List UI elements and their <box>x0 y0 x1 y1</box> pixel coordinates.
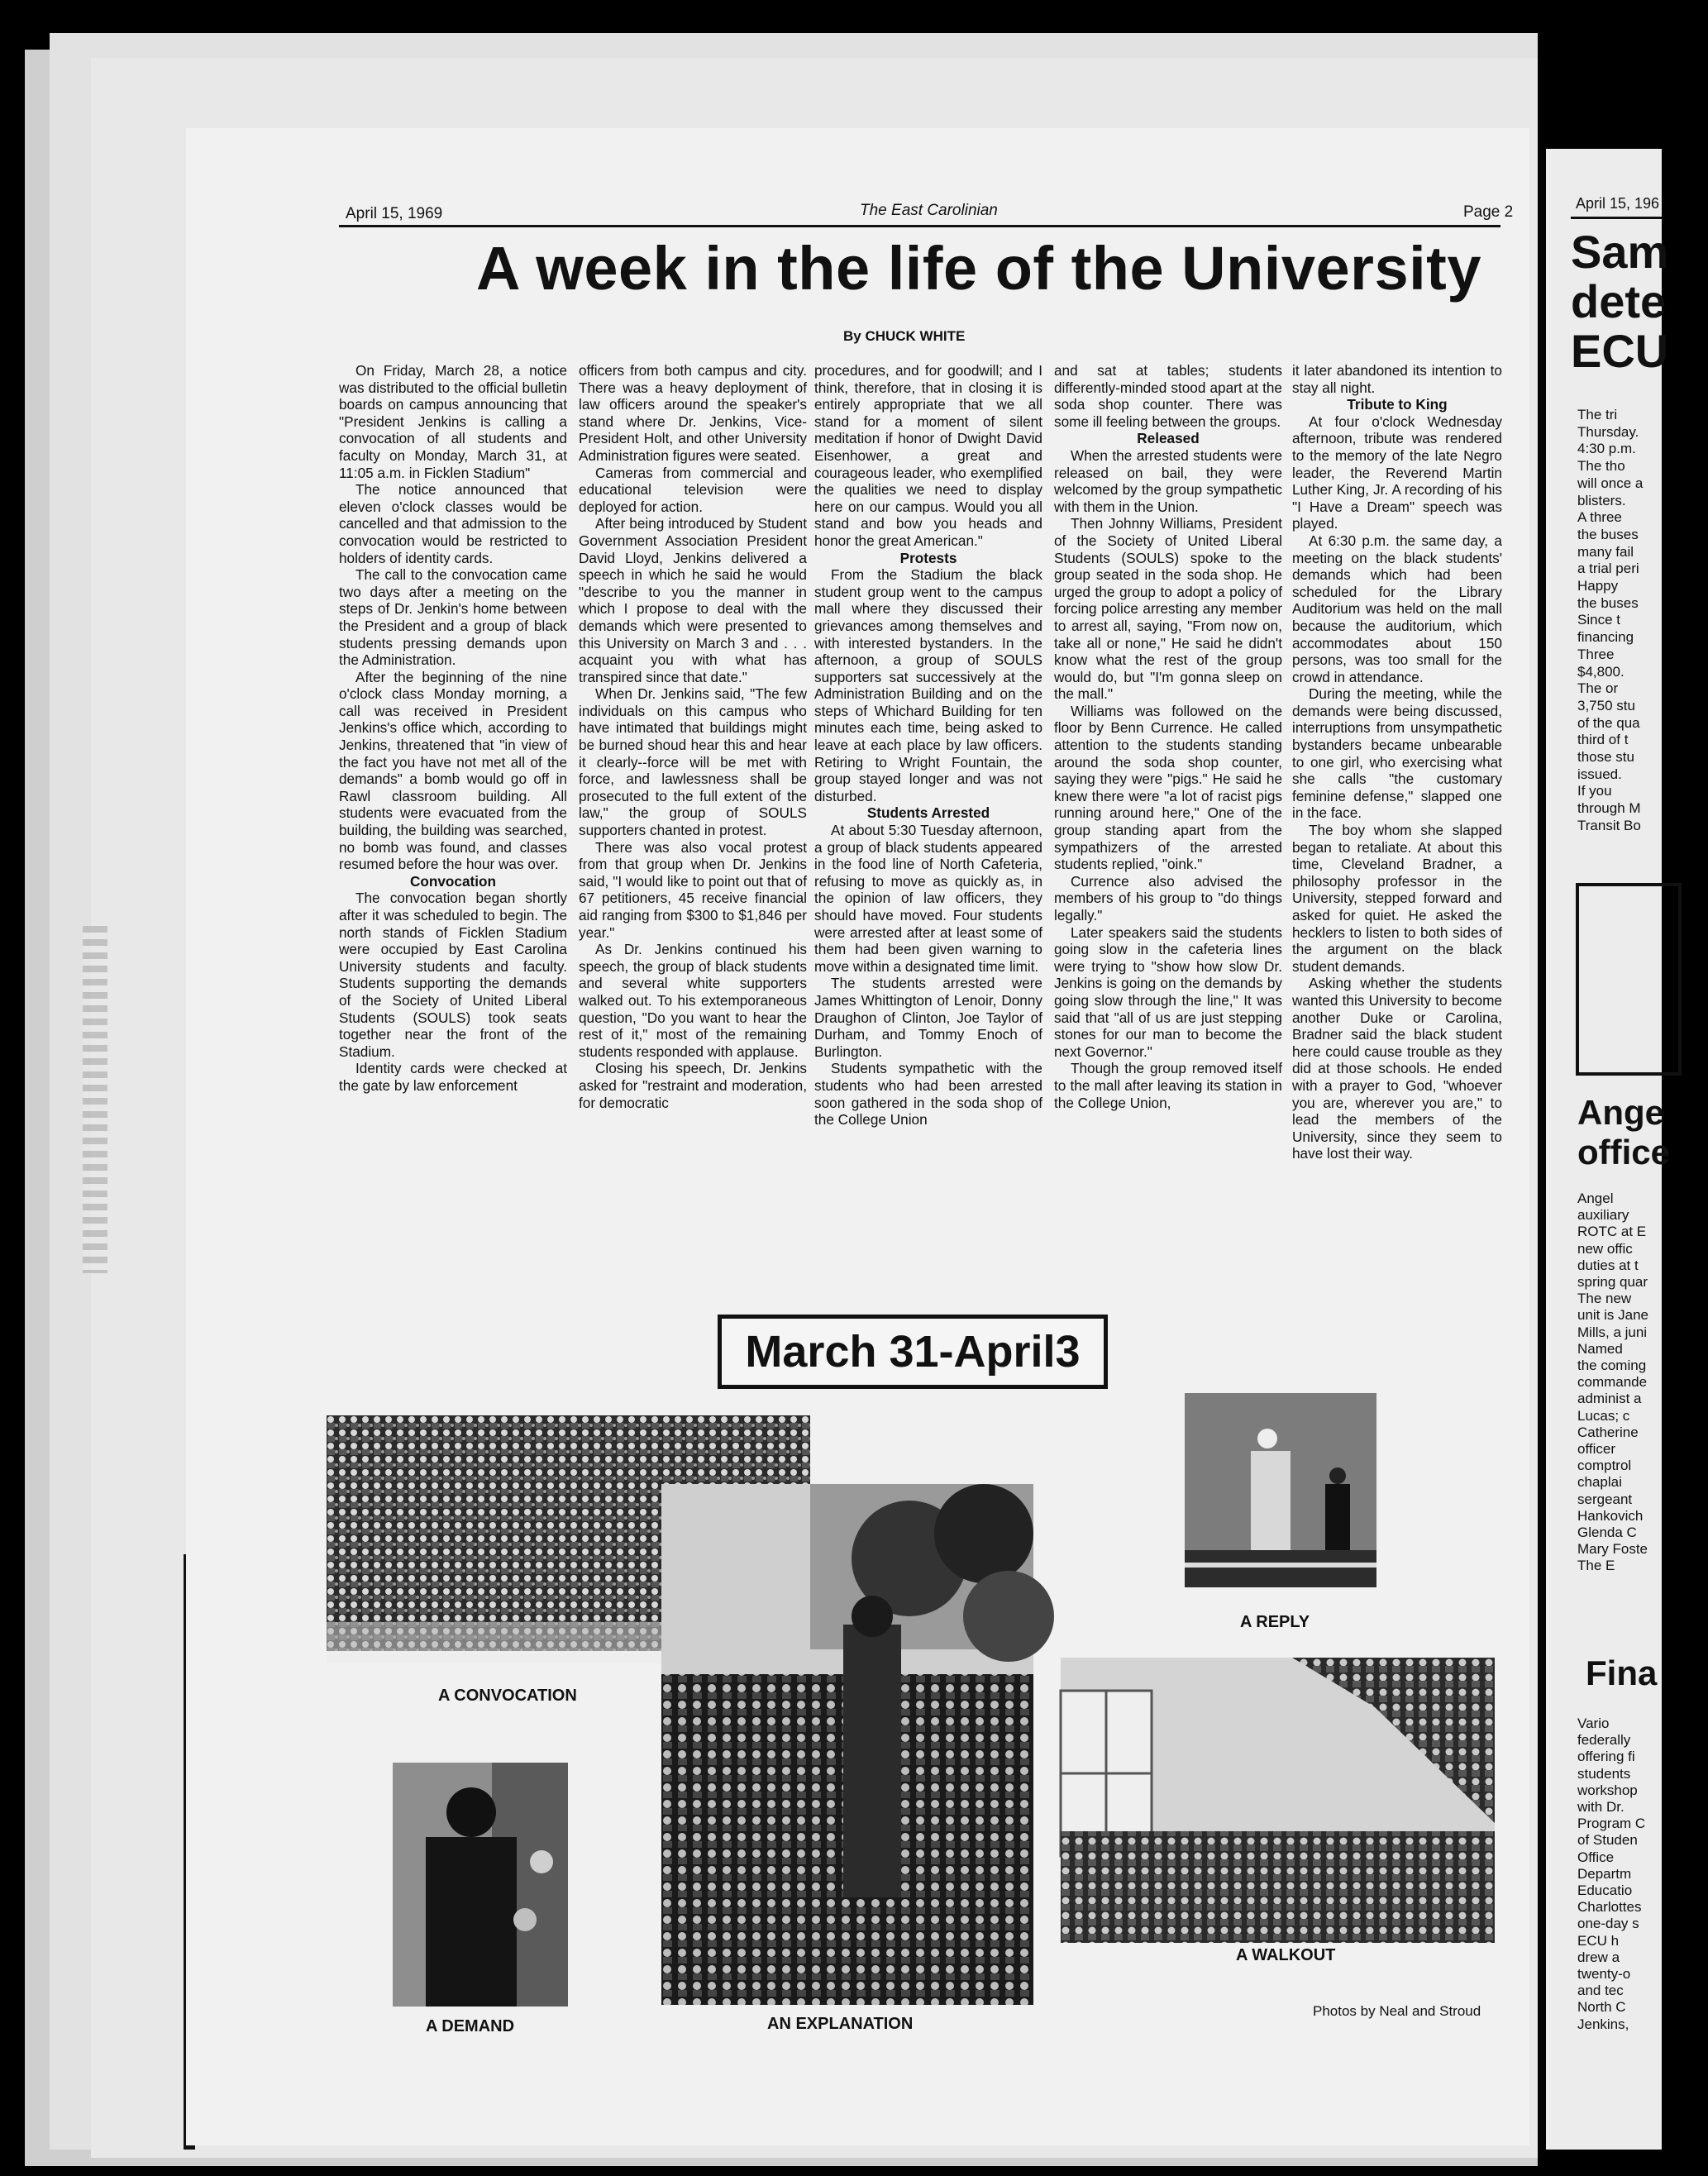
adjacent-story-line: Angel <box>1577 1191 1614 1206</box>
paragraph: and sat at tables; students differently-minded stood apart at the soda shop counter. There was some ill feeling between the groups. <box>1054 362 1282 430</box>
paragraph: Williams was followed on the floor by Benn Currence. He called attention to the students standing around the soda shop counter, saying they were "pigs." He said he knew there were "a lot of racist pigs running around here," One of the group standing apart from the sympathizers of the arrested students replied, "oink." <box>1054 702 1282 873</box>
adjacent-story-line: one-day s <box>1577 1916 1639 1932</box>
adjacent-story-line: many fail <box>1577 543 1634 560</box>
adjacent-headline-line: Sam <box>1571 226 1669 278</box>
article-column-4 <box>1054 362 1282 1111</box>
paragraph: The convocation began shortly after it was scheduled to begin. The north stands of Ficklen Stadium were occupied by East Carolina University students and faculty. Students supporting the demands of the Society of United Liberal Students (SOULS) took seats together near the front of the Stadium. <box>339 890 567 1060</box>
paragraph: The students arrested were James Whittington of Lenoir, Donny Draughon of Clinton, Joe Taylor of Durham, and Tommy Enoch of Burlington. <box>814 975 1042 1060</box>
adjacent-story-line: The new <box>1577 1291 1632 1307</box>
paragraph: The boy whom she slapped began to retaliate. At about this time, Cleveland Bradner, a philosophy professor in the University, stepped forward and asked for quiet. He asked the hecklers to listen to both sides of the argument on the black student demands. <box>1292 822 1502 975</box>
adjacent-story-line: Lucas; c <box>1577 1407 1630 1424</box>
adjacent-story-line: duties at t <box>1577 1257 1639 1273</box>
subhead-protests: Protests <box>899 549 957 566</box>
adjacent-story-line: Charlottes <box>1577 1899 1642 1916</box>
adjacent-story-line: financing <box>1577 629 1634 646</box>
article-headline: A week in the life of the University <box>476 234 1481 303</box>
adjacent-story-line: spring quar <box>1577 1274 1648 1291</box>
subhead-released: Released <box>1137 430 1200 447</box>
adjacent-page-date: April 15, 196 <box>1576 195 1660 212</box>
adjacent-story-line: students <box>1577 1765 1631 1782</box>
adjacent-header-rule <box>1571 217 1662 219</box>
photo-reply <box>1185 1393 1376 1587</box>
adjacent-story-line: drew a <box>1577 1949 1620 1965</box>
adjacent-story-line: Transit Bo <box>1577 817 1641 833</box>
article-column-2 <box>579 362 807 1111</box>
paragraph: At about 5:30 Tuesday afternoon, a group of black students appeared in the food line of North Cafeteria, refusing to move as quickly as, in the opinion of law officers, they should have moved. Four students were arrested after at least some of them had been given warning to move within a designated time limit. <box>814 822 1042 975</box>
photo-explanation <box>661 1484 1033 2005</box>
adjacent-story-line: comptrol <box>1577 1458 1632 1474</box>
subhead-convocation: Convocation <box>409 872 497 890</box>
paragraph: After the beginning of the nine o'clock class Monday morning, a call was received in President Jenkins's office which, according to Jenkins, threatened that "in view of the fact you have not met all of the demands" a bomb would go off in Rawl classroom building. All students were evacuated from the building, the building was searched, no bomb was found, and classes resumed before the hour was over. <box>339 668 567 873</box>
paragraph: The notice announced that eleven o'clock classes would be cancelled and that admission to the convocation would be restricted to holders of identity cards. <box>339 481 567 566</box>
adjacent-story-line: Thursday. <box>1577 423 1639 440</box>
adjacent-story-line: will once a <box>1577 475 1644 491</box>
paragraph: There was also vocal protest from that group when Dr. Jenkins said, "I would like to point out that of 67 petitioners, 45 receive financial aid ranging from $300 to $1,846 per year." <box>579 838 807 941</box>
adjacent-story-line: the buses <box>1577 526 1639 542</box>
adjacent-story-line: The or <box>1577 680 1619 697</box>
adjacent-story-line: those stu <box>1577 749 1634 766</box>
adjacent-story-line: Jenkins, <box>1577 2016 1629 2032</box>
adjacent-story-line: 4:30 p.m. <box>1577 441 1636 457</box>
photo-demand <box>393 1763 568 2007</box>
paragraph: At 6:30 p.m. the same day, a meeting on the black students' demands which had been scheduled for the Library Auditorium was held on the mall because the auditorium, which accommodates about 150 persons, was too small for the crowd in attendance. <box>1292 532 1502 685</box>
adjacent-story-line: unit is Jane <box>1577 1307 1648 1324</box>
caption-demand: A DEMAND <box>426 2017 515 2035</box>
caption-walkout: A WALKOUT <box>1236 1946 1336 1964</box>
subhead-tribute-to-king: Tribute to King <box>1347 396 1448 413</box>
adjacent-story-1 <box>1577 407 1668 835</box>
bleed-through-marks <box>83 926 107 1273</box>
adjacent-story-line: Three <box>1577 646 1615 662</box>
paragraph: On Friday, March 28, a notice was distributed to the official bulletin boards on campus announcing that "President Jenkins is calling a convocation of all students and faculty on Monday, March 31, at 11:05 a.m. in Ficklen Stadium" <box>339 362 567 481</box>
adjacent-boxed-ad <box>1576 883 1682 1076</box>
paragraph: Asking whether the students wanted this University to become another Duke or Carolina, Bradner said the black student here could cause trouble as they did at those schools. He ended with a prayer to God, "whoever you are, wherever you are," to lead the members of the University, since they seem to have lost their way. <box>1292 975 1502 1162</box>
paragraph: Cameras from commercial and educational television were deployed for action. <box>579 464 807 515</box>
adjacent-story-line: the coming <box>1577 1358 1647 1374</box>
adjacent-story-line: of the qua <box>1577 714 1640 731</box>
photo-walkout <box>1061 1658 1495 1943</box>
adjacent-story-line: auxiliary <box>1577 1207 1629 1224</box>
explanation-photo-image <box>661 1484 1033 2005</box>
paragraph: officers from both campus and city. There was a heavy deployment of law officers around the speaker's stand where Dr. Jenkins, Vice-President Holt, and other University Administration figures were seated. <box>579 362 807 464</box>
adjacent-story-2 <box>1577 1191 1668 1575</box>
adjacent-page <box>1546 149 1671 2150</box>
adjacent-story-line: Mills, a juni <box>1577 1324 1648 1340</box>
adjacent-headline-2-line: Ange <box>1577 1093 1664 1132</box>
paragraph: At four o'clock Wednesday afternoon, tribute was rendered to the memory of the late Negro leader, the Reverend Martin Luther King, Jr. A recording of his "I Have a Dream" speech was played. <box>1292 413 1502 532</box>
adjacent-story-line: ECU h <box>1577 1932 1620 1949</box>
photo-credit: Photos by Neal and Stroud <box>1313 2003 1481 2019</box>
adjacent-headline-line: dete <box>1571 275 1667 327</box>
page-number: Page 2 <box>1463 203 1514 221</box>
adjacent-story-line: Catherine <box>1577 1424 1639 1440</box>
adjacent-story-line: third of t <box>1577 732 1629 748</box>
paragraph: Later speakers said the students going slow in the cafeteria lines were trying to "show how slow Dr. Jenkins is going on the demands by going slow through the line," It was said that "all of us are just stepping stones for our man to become the next Governor." <box>1054 923 1282 1060</box>
paragraph: Students sympathetic with the students who had been arrested soon gathered in the soda shop of the College Union <box>814 1060 1042 1129</box>
paragraph: During the meeting, while the demands were being discussed, interruptions from unsympathetic bystanders became unbearable to one girl, who exercising what she calls "the customary feminine defense," slapped one in the face. <box>1292 685 1502 822</box>
date-range-banner: March 31-April3 <box>718 1315 1108 1389</box>
adjacent-story-line: Happy <box>1577 578 1619 594</box>
paragraph: After being introduced by Student Government Association President David Lloyd, Jenkins delivered a speech in which he said he would "describe to you the manner in which I propose to deal with the demands which were presented to this University on March 3 and . . . acquaint you with what has transpired since that date." <box>579 515 807 685</box>
article-column-5 <box>1292 362 1502 1162</box>
adjacent-story-line: Since t <box>1577 612 1620 628</box>
adjacent-story-line: new offic <box>1577 1240 1633 1257</box>
paragraph: Currence also advised the members of his group to "do things legally." <box>1054 872 1282 923</box>
adjacent-story-line: federally <box>1577 1732 1631 1749</box>
adjacent-story-line: ROTC at E <box>1577 1224 1647 1240</box>
paragraph: The call to the convocation came two days after a meeting on the steps of Dr. Jenkin's home between the President and a group of black students pressing demands upon the Administration. <box>339 566 567 669</box>
adjacent-story-line: Office <box>1577 1849 1615 1865</box>
paragraph: Closing his speech, Dr. Jenkins asked for "restraint and moderation, for democratic <box>579 1060 807 1111</box>
adjacent-story-line: commande <box>1577 1374 1648 1391</box>
article-column-1 <box>339 362 567 1095</box>
adjacent-story-line: officer <box>1577 1441 1615 1458</box>
adjacent-story-line: $4,800. <box>1577 663 1625 680</box>
adjacent-story-line: administ a <box>1577 1391 1642 1407</box>
paragraph: Identity cards were checked at the gate by law enforcement <box>339 1060 567 1094</box>
adjacent-story-line: Glenda C <box>1577 1525 1637 1541</box>
caption-explanation: AN EXPLANATION <box>767 2015 914 2033</box>
adjacent-story-line: with Dr. <box>1577 1799 1625 1816</box>
adjacent-story-line: blisters. <box>1577 492 1626 508</box>
adjacent-story-line: Vario <box>1577 1716 1610 1731</box>
paragraph: When Dr. Jenkins said, "The few individuals on this campus who have intimated that buildings might be burned shoud hear this and hear it clearly--force will be met with force, and lawlessness shall be prosecuted to the full extent of the law," the group of SOULS supporters chanted in protest. <box>579 685 807 839</box>
adjacent-story-line: workshop <box>1577 1782 1638 1798</box>
adjacent-headline-2-line: office <box>1577 1133 1671 1172</box>
adjacent-story-line: through M <box>1577 800 1641 817</box>
article-byline: By CHUCK WHITE <box>843 328 966 344</box>
paragraph: Then Johnny Williams, President of the Society of United Liberal Students (SOULS) spoke to the group seated in the soda shop. He urged the group to adopt a policy of forcing police arresting any member to arrest all, saying, "From now on, take all or none," He said he didn't know what the rest of the group would do, but "I'm gonna sleep on the mall." <box>1054 515 1282 703</box>
paper-name: The East Carolinian <box>860 202 998 219</box>
subhead-students-arrested: Students Arrested <box>866 804 990 822</box>
walkout-photo-image <box>1061 1658 1495 1943</box>
adjacent-story-line: issued. <box>1577 766 1622 782</box>
issue-date: April 15, 1969 <box>346 205 443 222</box>
adjacent-story-line: the buses <box>1577 594 1639 611</box>
adjacent-story-line: A three <box>1577 509 1622 526</box>
article-column-3 <box>814 362 1042 1129</box>
paragraph: As Dr. Jenkins continued his speech, the group of black students and several white supporters walked out. To his extemporaneous question, "Do you want to hear the rest of it," most of the remaining students responded with applause. <box>579 941 807 1060</box>
adjacent-headline-3: Fina <box>1586 1653 1658 1692</box>
adjacent-story-line: Named <box>1577 1340 1623 1357</box>
adjacent-story-line: 3,750 stu <box>1577 697 1635 713</box>
adjacent-headline-line: ECU <box>1571 325 1669 377</box>
adjacent-story-line: The E <box>1577 1558 1615 1574</box>
paragraph: procedures, and for goodwill; and I think, therefore, that in closing it is entirely appropriate that we all stand for a moment of silent meditation if honor of Dwight David Eisenhower, a great and courageous leader, who exemplified the qualities we need to display here on our campus. Would you all stand and bow you heads and honor the great American." <box>814 362 1042 549</box>
adjacent-story-line: The tho <box>1577 458 1625 475</box>
adjacent-story-line: North C <box>1577 1999 1626 2016</box>
adjacent-story-line: Departm <box>1577 1865 1632 1882</box>
adjacent-story-3 <box>1577 1716 1668 2033</box>
adjacent-story-line: Program C <box>1577 1816 1646 1832</box>
adjacent-story-line: of Studen <box>1577 1832 1638 1849</box>
adjacent-story-line: The tri <box>1577 407 1618 422</box>
caption-convocation: A CONVOCATION <box>438 1687 577 1705</box>
adjacent-story-line: sergeant <box>1577 1491 1633 1507</box>
paragraph: When the arrested students were released on bail, they were welcomed by the group sympathetic with them in the Union. <box>1054 446 1282 515</box>
adjacent-story-line: If you <box>1577 783 1612 799</box>
demand-photo-image <box>393 1763 568 2007</box>
paragraph: Though the group removed itself to the mall after leaving its station in the College Union, <box>1054 1060 1282 1111</box>
reply-photo-image <box>1185 1393 1376 1587</box>
caption-reply: A REPLY <box>1240 1613 1310 1631</box>
paragraph: From the Stadium the black student group went to the campus mall where they discussed their grievances among themselves and with interested bystanders. In the afternoon, a group of SOULS supporters sat successively at the Administration Building and on the steps of Whichard Building for ten minutes each time, being asked to leave at each place by law officers. Retiring to Wright Fountain, the group stayed longer and was not disturbed. <box>814 566 1042 804</box>
adjacent-story-line: Educatio <box>1577 1883 1633 1899</box>
paragraph: it later abandoned its intention to stay all night. <box>1292 362 1502 396</box>
adjacent-story-line: Mary Foste <box>1577 1541 1648 1558</box>
adjacent-story-line: and tec <box>1577 1983 1624 1999</box>
adjacent-story-line: chaplai <box>1577 1474 1622 1491</box>
header-rule <box>339 225 1500 227</box>
adjacent-story-line: twenty-o <box>1577 1966 1631 1983</box>
adjacent-story-line: Hankovich <box>1577 1507 1644 1524</box>
adjacent-story-line: a trial peri <box>1577 561 1639 577</box>
adjacent-story-line: offering fi <box>1577 1749 1635 1765</box>
